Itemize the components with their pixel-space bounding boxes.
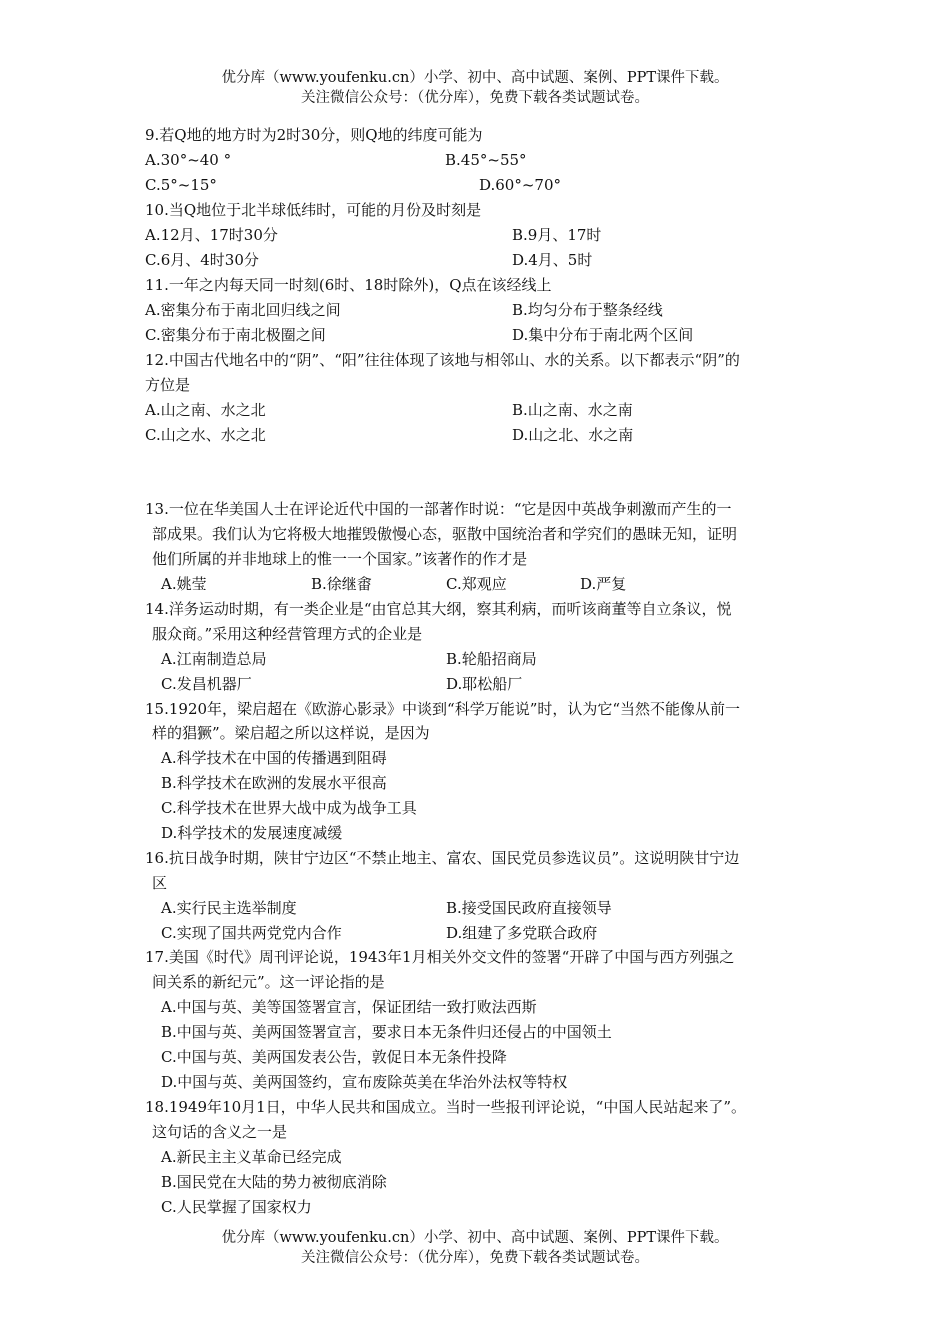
header-line-2: 关注微信公众号：（优分库），免费下载各类试题试卷。 xyxy=(301,90,649,106)
q17-stem-line-1: 17.美国《时代》周刊评论说，1943年1月相关外交文件的签署“开辟了中国与西方列强之 xyxy=(145,948,735,966)
q15-option-c: C.科学技术在世界大战中成为战争工具 xyxy=(161,799,417,817)
q13-stem-line-1: 13.一位在华美国人士在评论近代中国的一部著作时说：“它是因中英战争刺激而产生的一 xyxy=(145,500,732,518)
q16-option-c: C.实现了国共两党党内合作 xyxy=(161,924,342,942)
q9-option-d: D.60°~70° xyxy=(479,176,562,194)
q18-option-a: A.新民主主义革命已经完成 xyxy=(161,1148,342,1166)
q17-option-d: D.中国与英、美两国签约，宣布废除英美在华治外法权等特权 xyxy=(161,1073,568,1091)
footer-line-1: 优分库（www.youfenku.cn）小学、初中、高中试题、案例、PPT课件下载。 xyxy=(221,1230,729,1246)
q10-option-d: D.4月、5时 xyxy=(512,251,593,269)
q12-option-a: A.山之南、水之北 xyxy=(145,401,266,419)
q9-stem: 9.若Q地的地方时为2时30分，则Q地的纬度可能为 xyxy=(145,126,483,144)
q14-option-d: D.耶松船厂 xyxy=(446,675,523,693)
q12-option-b: B.山之南、水之南 xyxy=(512,401,633,419)
q17-stem-line-2: 间关系的新纪元”。这一评论指的是 xyxy=(152,973,385,991)
page-footer xyxy=(0,1228,950,1268)
q13-stem-line-2: 部成果。我们认为它将极大地摧毁傲慢心态，驱散中国统治者和学究们的愚昧无知，证明 xyxy=(152,525,738,543)
q10-stem: 10.当Q地位于北半球低纬时，可能的月份及时刻是 xyxy=(145,201,482,219)
q9-option-b: B.45°~55° xyxy=(445,151,527,169)
q14-option-b: B.轮船招商局 xyxy=(446,650,537,668)
q13-option-b: B.徐继畬 xyxy=(311,575,372,593)
q13-stem-line-3: 他们所属的并非地球上的惟一一个国家。”该著作的作才是 xyxy=(152,550,528,568)
q16-option-b: B.接受国民政府直接领导 xyxy=(446,899,612,917)
q13-option-c: C.郑观应 xyxy=(446,575,507,593)
q16-stem-line-2: 区 xyxy=(152,874,168,892)
q15-option-d: D.科学技术的发展速度减缓 xyxy=(161,824,343,842)
header-line-1: 优分库（www.youfenku.cn）小学、初中、高中试题、案例、PPT课件下载。 xyxy=(221,70,729,86)
q10-option-a: A.12月、17时30分 xyxy=(145,226,278,244)
q14-stem-line-2: 服众商。”采用这种经营管理方式的企业是 xyxy=(152,625,423,643)
q14-option-c: C.发昌机器厂 xyxy=(161,675,252,693)
q10-option-c: C.6月、4时30分 xyxy=(145,251,259,269)
q16-stem-line-1: 16.抗日战争时期，陕甘宁边区“不禁止地主、富农、国民党员参选议员”。这说明陕甘宁边 xyxy=(145,849,740,867)
q15-option-b: B.科学技术在欧洲的发展水平很高 xyxy=(161,774,387,792)
q18-stem-line-2: 这句话的含义之一是 xyxy=(152,1123,288,1141)
q17-option-b: B.中国与英、美两国签署宣言，要求日本无条件归还侵占的中国领土 xyxy=(161,1023,612,1041)
q9-option-a: A.30°~40 ° xyxy=(145,151,232,169)
q11-stem: 11.一年之内每天同一时刻(6时、18时除外)，Q点在该经线上 xyxy=(145,276,552,294)
q12-option-d: D.山之北、水之南 xyxy=(512,426,634,444)
q17-option-a: A.中国与英、美等国签署宣言，保证团结一致打败法西斯 xyxy=(161,998,537,1016)
q13-option-d: D.严复 xyxy=(580,575,627,593)
q13-option-a: A.姚莹 xyxy=(161,575,207,593)
q18-option-b: B.国民党在大陆的势力被彻底消除 xyxy=(161,1173,387,1191)
q14-option-a: A.江南制造总局 xyxy=(161,650,267,668)
footer-line-2: 关注微信公众号：（优分库），免费下载各类试题试卷。 xyxy=(301,1250,649,1266)
q16-option-a: A.实行民主选举制度 xyxy=(161,899,297,917)
q11-option-b: B.均匀分布于整条经线 xyxy=(512,301,663,319)
q14-stem-line-1: 14.洋务运动时期，有一类企业是“由官总其大纲，察其利病，而听该商董等自立条议，悦 xyxy=(145,600,732,618)
q16-option-d: D.组建了多党联合政府 xyxy=(446,924,598,942)
q12-stem-line-1: 12.中国古代地名中的“阴”、“阳”往往体现了该地与相邻山、水的关系。以下都表示“阴”的 xyxy=(145,351,740,369)
q11-option-d: D.集中分布于南北两个区间 xyxy=(512,326,694,344)
q11-option-c: C.密集分布于南北极圈之间 xyxy=(145,326,326,344)
page-header xyxy=(0,68,950,108)
q15-stem-line-2: 样的猖獗”。梁启超之所以这样说，是因为 xyxy=(152,724,430,742)
q9-option-c: C.5°~15° xyxy=(145,176,217,194)
q15-option-a: A.科学技术在中国的传播遇到阻碍 xyxy=(161,749,387,767)
q12-stem-line-2: 方位是 xyxy=(145,376,191,394)
q18-stem-line-1: 18.1949年10月1日，中华人民共和国成立。当时一些报刊评论说，“中国人民站起来了”。 xyxy=(145,1098,746,1116)
q12-option-c: C.山之水、水之北 xyxy=(145,426,266,444)
q11-option-a: A.密集分布于南北回归线之间 xyxy=(145,301,341,319)
q10-option-b: B.9月、17时 xyxy=(512,226,602,244)
q15-stem-line-1: 15.1920年，梁启超在《欧游心影录》中谈到“科学万能说”时，认为它“当然不能像从前一 xyxy=(145,700,741,718)
q17-option-c: C.中国与英、美两国发表公告，敦促日本无条件投降 xyxy=(161,1048,507,1066)
q18-option-c: C.人民掌握了国家权力 xyxy=(161,1198,312,1216)
